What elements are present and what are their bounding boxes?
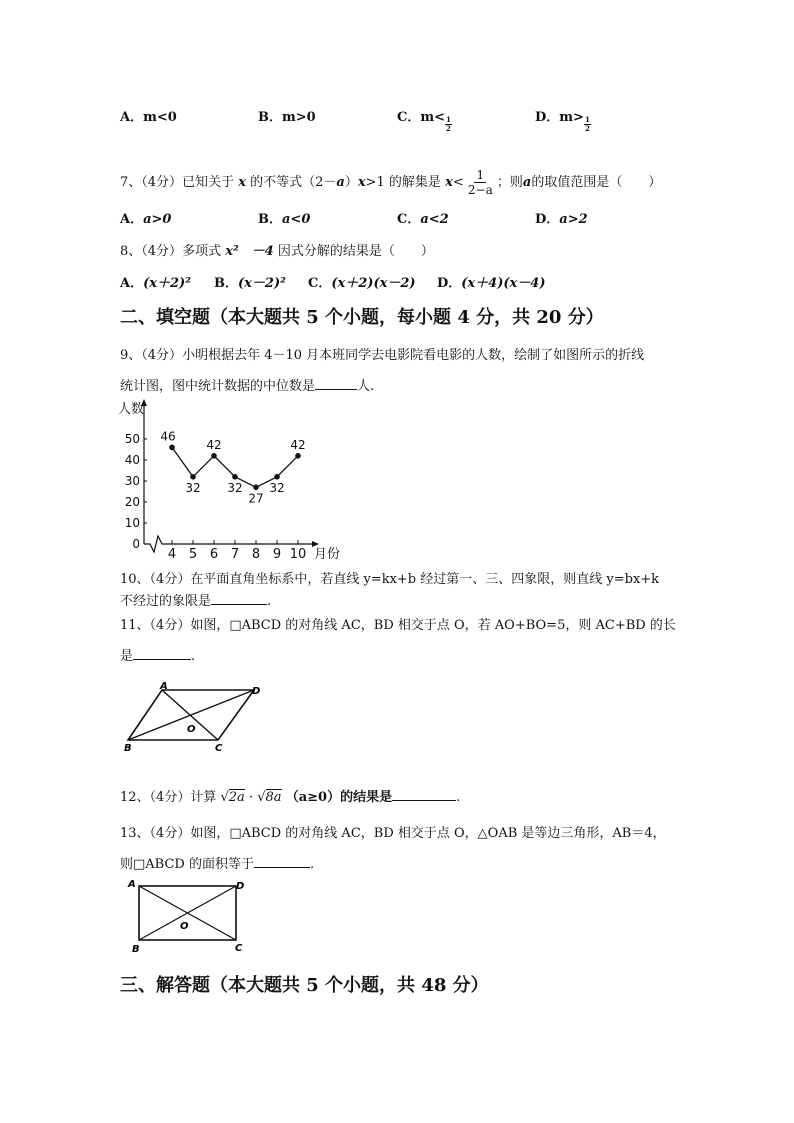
label-b: B — [124, 743, 132, 754]
q13-line1: 13、（4分）如图，□ABCD 的对角线 AC，BD 相交于点 O，△OAB 是等边三角形，AB＝4， — [120, 826, 666, 841]
answer-blank[interactable] — [315, 377, 357, 390]
y-tick-label: 20 — [124, 495, 140, 509]
q7-stem: 7、（4分）已知关于 x 的不等式（2－a）x>1 的解集是 x< $\frac{1}{2-a}$ ；则a的取值范围是（ ） — [120, 168, 662, 197]
question-score: （4分） — [149, 826, 191, 841]
q6-option-a — [120, 106, 177, 125]
option-letter: D． — [535, 110, 560, 125]
y-tick-label: 10 — [124, 516, 140, 530]
q8-option-c: C．(x＋2)(x－2) — [308, 276, 416, 291]
q7-option-c: C．a<2 — [397, 212, 449, 227]
data-label: 32 — [185, 480, 201, 495]
q9-line2: 统计图，图中统计数据的中位数是 人. — [120, 379, 375, 394]
question-number: 7、 — [120, 175, 142, 190]
q7-option-a: A．a>0 — [120, 212, 172, 227]
data-label: 42 — [206, 437, 222, 452]
q8-option-b: B．(x－2)² — [214, 276, 286, 291]
label-c: C — [235, 943, 243, 954]
q13-line2: 则□ABCD 的面积等于 . — [120, 857, 315, 872]
q7-option-d: D．a>2 — [535, 212, 588, 227]
q7-option-b: B．a<0 — [258, 212, 311, 227]
data-point — [211, 453, 217, 459]
option-letter: C． — [397, 110, 421, 125]
option-text: m< — [420, 110, 446, 125]
option-letter: A． — [120, 110, 144, 125]
question-score: （4分） — [141, 175, 183, 190]
data-label: 32 — [269, 480, 285, 495]
label-o: O — [187, 724, 196, 735]
x-tick-label: 4 — [167, 547, 177, 562]
x-tick-label: 8 — [251, 547, 261, 562]
option-fraction: $\frac{1}{2}$ — [584, 115, 590, 133]
x-tick-label: 7 — [230, 547, 240, 562]
question-score: （4分） — [149, 572, 191, 587]
y-tick-label: 40 — [124, 453, 140, 467]
question-number: 11、 — [120, 618, 150, 633]
q8-option-d: D．(x＋4)(x－4) — [437, 276, 546, 291]
q8-option-a: A．(x＋2)² — [120, 276, 191, 291]
option-text: m>0 — [282, 110, 316, 125]
data-point — [169, 445, 175, 451]
y-axis-label: 人数 — [118, 402, 145, 417]
x-tick-label: 9 — [272, 547, 282, 562]
question-number: 13、 — [120, 826, 150, 841]
q8-stem: 8、（4分）多项式 x² －4 因式分解的结果是（ ） — [120, 244, 434, 259]
q10-line1: 10、（4分）在平面直角坐标系中，若直线 y=kx+b 经过第一、三、四象限，则直线 y=bx+k — [120, 572, 660, 587]
radical-1: √2a — [220, 790, 245, 805]
label-b: B — [132, 944, 140, 955]
y-tick-label: 50 — [124, 432, 140, 446]
option-fraction: $\frac{1}{2}$ — [446, 115, 451, 133]
answer-blank[interactable] — [392, 788, 456, 801]
data-label: 46 — [160, 429, 176, 444]
label-d: D — [252, 686, 261, 697]
question-number: 8、 — [120, 244, 142, 259]
q7-fraction: $\frac{1}{2-a}$ — [467, 168, 493, 197]
q9-line1: 9、（4分）小明根据去年 4－10 月本班同学去电影院看电影的人数，绘制了如图所示的折线 — [120, 348, 645, 363]
radical-2: √8a — [257, 790, 282, 805]
data-label: 27 — [248, 491, 264, 506]
q10-line2: 不经过的象限是 . — [120, 594, 272, 609]
answer-blank[interactable] — [211, 592, 267, 605]
q6-option-b — [258, 106, 316, 125]
answer-blank[interactable] — [133, 647, 191, 660]
data-point — [190, 474, 196, 480]
q6-option-d — [535, 106, 591, 133]
label-a: A — [128, 879, 136, 890]
label-d: D — [236, 881, 245, 892]
label-a: A — [160, 681, 168, 692]
option-text: m> — [559, 110, 584, 125]
q11-line1: 11、（4分）如图，□ABCD 的对角线 AC，BD 相交于点 O，若 AO+BO=5，则 AC+BD 的长 — [120, 618, 676, 633]
q12-stem: 12、（4分）计算 √2a · √8a （a≥0）的结果是 . — [120, 790, 461, 805]
data-point — [274, 474, 280, 480]
x-tick-label: 6 — [209, 547, 219, 562]
question-score: （4分） — [149, 790, 191, 805]
y-tick-label: 30 — [124, 474, 140, 488]
y-tick-label: 0 — [132, 537, 140, 551]
x-tick-label: 10 — [289, 547, 307, 562]
q11-line2: 是 . — [120, 649, 196, 664]
label-o: O — [180, 921, 189, 932]
label-c: C — [215, 743, 223, 754]
question-score: （4分） — [141, 244, 183, 259]
section-heading: 三、解答题（本大题共 5 个小题，共 48 分） — [120, 975, 489, 996]
x-axis-label: 月份 — [314, 547, 341, 562]
line-chart — [112, 396, 352, 564]
parallelogram-figure — [120, 680, 270, 760]
q6-option-c — [397, 106, 452, 133]
section-heading: 二、填空题（本大题共 5 个小题，每小题 4 分，共 20 分） — [120, 307, 604, 328]
x-tick-label: 5 — [188, 547, 198, 562]
option-text: m<0 — [143, 110, 177, 125]
data-label: 42 — [290, 437, 306, 452]
question-number: 9、 — [120, 348, 142, 363]
data-point — [253, 485, 259, 491]
chart-layer — [118, 399, 340, 562]
rectangle-figure — [124, 876, 254, 956]
data-label: 32 — [227, 480, 243, 495]
question-number: 12、 — [120, 790, 150, 805]
question-score: （4分） — [141, 348, 183, 363]
data-point — [232, 474, 238, 480]
question-number: 10、 — [120, 572, 150, 587]
question-score: （4分） — [149, 618, 191, 633]
option-letter: B． — [258, 110, 282, 125]
answer-blank[interactable] — [254, 855, 310, 868]
data-point — [295, 453, 301, 459]
